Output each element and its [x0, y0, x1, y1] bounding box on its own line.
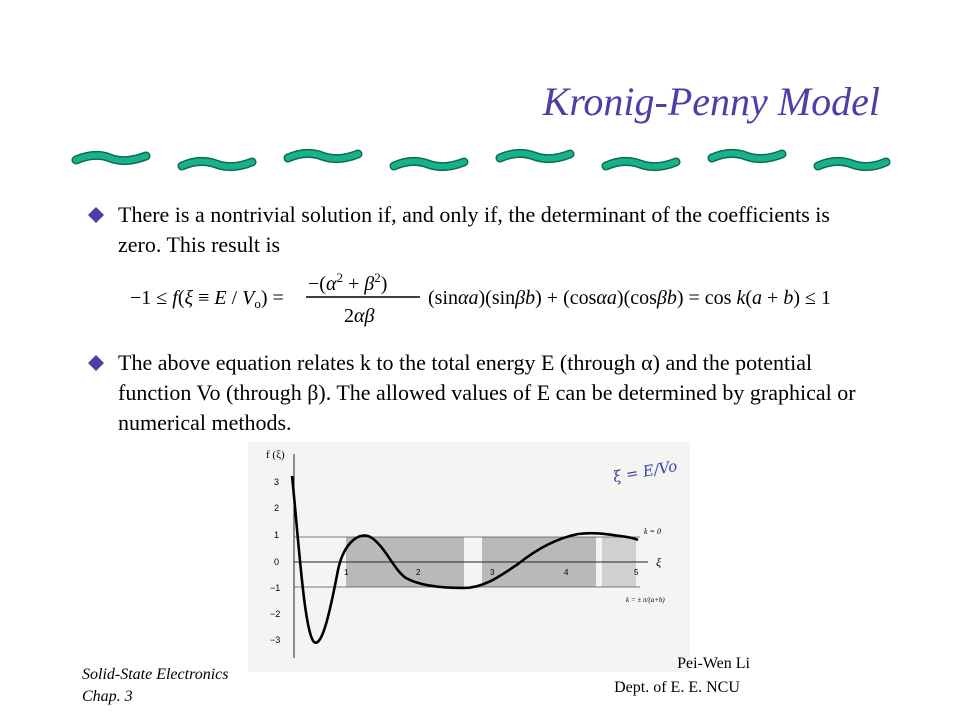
y-tick: −3 [270, 635, 281, 645]
y-tick: −2 [270, 609, 281, 619]
svg-text:−(α2 + β2): $-(\alpha^2 + \beta^2)$ [308, 270, 388, 295]
k-zero-label: k = 0 [644, 527, 661, 536]
svg-text:2αβ: 2αβ [344, 305, 375, 327]
x-tick: 1 [344, 568, 349, 577]
bullet-text: The above equation relates k to the total energy E (through α) and the potential function Vo (through β). The allowed values of E can be determined by graphical or numerical methods. [118, 350, 856, 435]
x-tick: 2 [416, 568, 421, 577]
bullet-text: There is a nontrivial solution if, and only if, the determinant of the coefficients is zero. This result is [118, 202, 830, 257]
chapter-label: Chap. 3 [82, 688, 133, 705]
footer-author-info [592, 652, 762, 700]
handwritten-note: ξ = E/Vo [611, 456, 679, 486]
y-tick: 2 [274, 503, 280, 513]
y-tick: 3 [274, 477, 280, 487]
x-axis-label: ξ [656, 555, 662, 569]
svg-text:−1 ≤ f(ξ ≡ E / Vo) =: $-1 \le f(\xi \equiv E / V_o)$ = [130, 287, 284, 311]
diamond-bullet-icon [88, 207, 104, 223]
wave-divider [70, 144, 892, 184]
y-tick: 1 [274, 530, 280, 540]
x-tick: 4 [564, 568, 569, 577]
svg-text:(sinαa)(sinβb) + (cosαa)(cosβb: (sinαa)(sinβb) + (cosαa)(cosβb) = cos k(a + b) ≤ 1 [428, 287, 831, 309]
department-name: Dept. of E. E. NCU [614, 679, 740, 696]
diamond-bullet-icon [88, 355, 104, 371]
kronig-penney-plot [248, 442, 690, 672]
y-axis-label: f (ξ) [266, 449, 285, 461]
y-tick: 0 [274, 557, 280, 567]
equation [130, 266, 850, 330]
course-name: Solid-State Electronics [82, 666, 229, 683]
x-tick: 3 [490, 568, 495, 577]
slide-title: Kronig-Penny Model [542, 79, 880, 124]
bullet-item [88, 348, 858, 438]
bullet-item [88, 200, 858, 260]
k-edge-label: k = ± π/(a+b) [626, 596, 665, 604]
y-tick: −1 [270, 583, 281, 593]
x-tick: 5 [634, 568, 639, 577]
author-name: Pei-Wen Li [677, 655, 750, 672]
footer-course-info [82, 664, 228, 708]
